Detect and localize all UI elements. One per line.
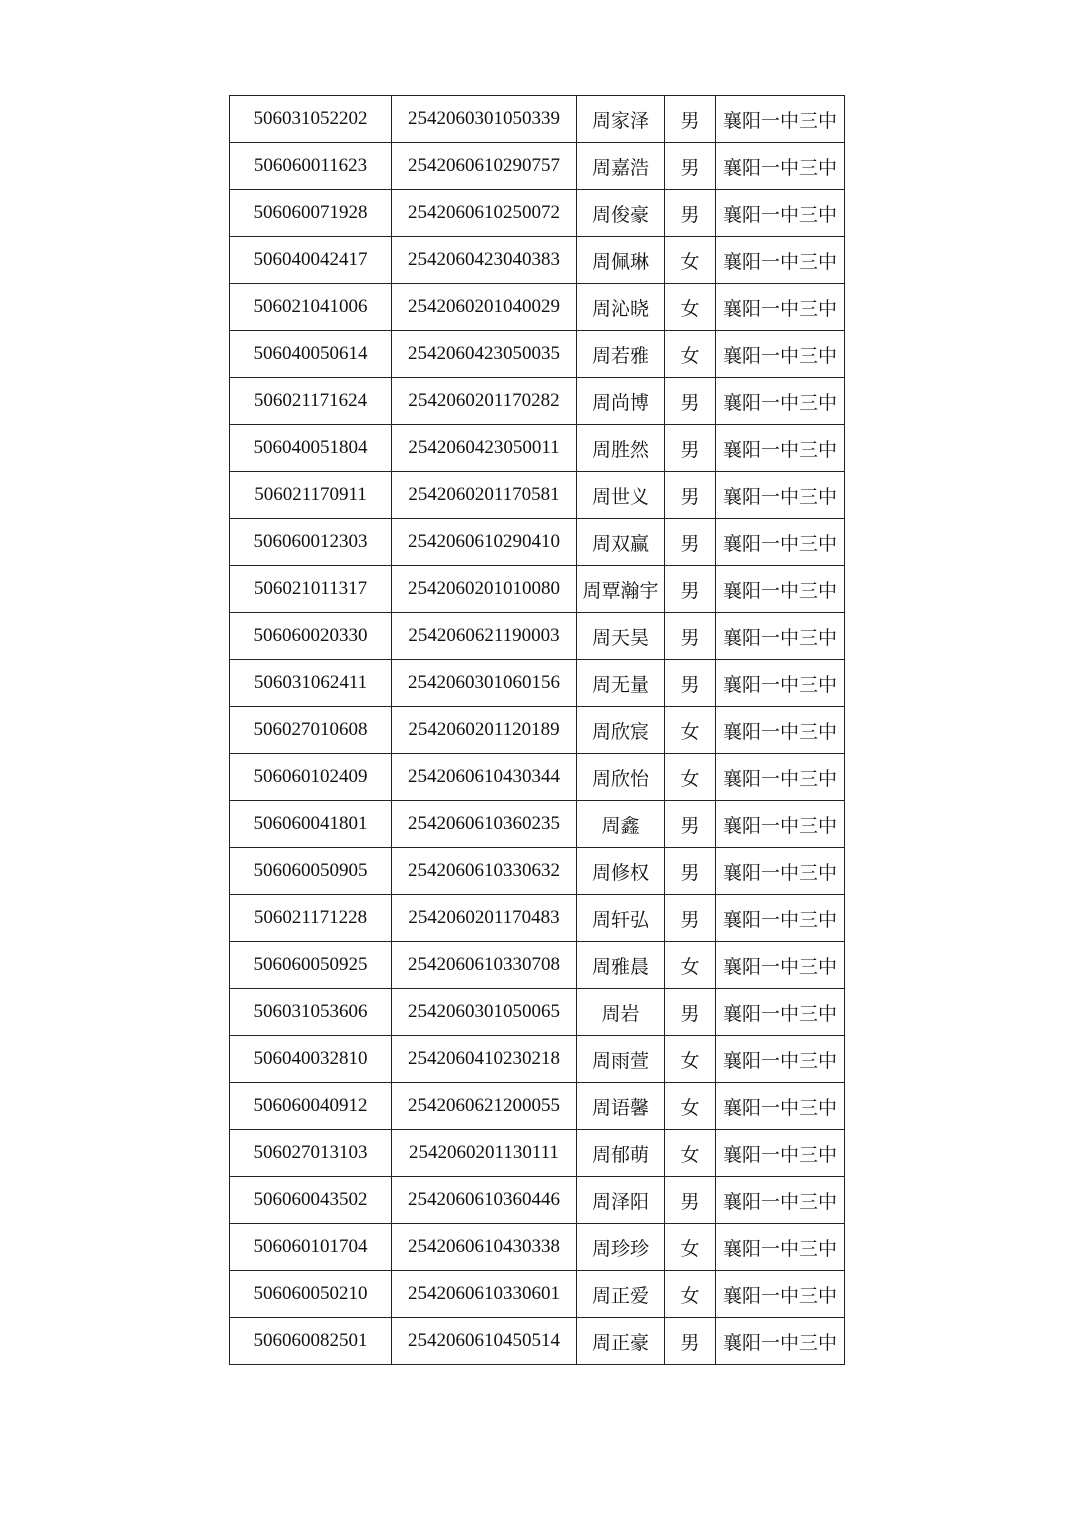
table-row	[230, 143, 845, 190]
registration-number-cell: 2542060423040383	[392, 237, 577, 284]
gender-cell: 男	[665, 1177, 716, 1224]
student-name-cell: 周泽阳	[577, 1177, 665, 1224]
registration-number-cell: 2542060201040029	[392, 284, 577, 331]
gender-cell: 女	[665, 942, 716, 989]
exam-number-cell: 506021171624	[230, 378, 392, 425]
registration-number-cell: 2542060621200055	[392, 1083, 577, 1130]
table-row	[230, 190, 845, 237]
table-row	[230, 1271, 845, 1318]
school-cell: 襄阳一中三中	[716, 425, 845, 472]
gender-cell: 男	[665, 519, 716, 566]
table-row	[230, 1130, 845, 1177]
student-name-cell: 周欣怡	[577, 754, 665, 801]
registration-number-cell: 2542060610360446	[392, 1177, 577, 1224]
school-cell: 襄阳一中三中	[716, 989, 845, 1036]
registration-number-cell: 2542060610330708	[392, 942, 577, 989]
exam-number-cell: 506060050925	[230, 942, 392, 989]
gender-cell: 男	[665, 190, 716, 237]
table-row	[230, 1036, 845, 1083]
registration-number-cell: 2542060201170483	[392, 895, 577, 942]
table-row	[230, 96, 845, 143]
school-cell: 襄阳一中三中	[716, 1130, 845, 1177]
school-cell: 襄阳一中三中	[716, 707, 845, 754]
gender-cell: 男	[665, 566, 716, 613]
table-row	[230, 1083, 845, 1130]
registration-number-cell: 2542060201010080	[392, 566, 577, 613]
registration-number-cell: 2542060301060156	[392, 660, 577, 707]
school-cell: 襄阳一中三中	[716, 378, 845, 425]
table-row	[230, 613, 845, 660]
gender-cell: 女	[665, 284, 716, 331]
table-row	[230, 754, 845, 801]
student-name-cell: 周欣宸	[577, 707, 665, 754]
exam-number-cell: 506060050905	[230, 848, 392, 895]
school-cell: 襄阳一中三中	[716, 190, 845, 237]
table-row	[230, 1177, 845, 1224]
exam-number-cell: 506031052202	[230, 96, 392, 143]
registration-number-cell: 2542060610330601	[392, 1271, 577, 1318]
school-cell: 襄阳一中三中	[716, 660, 845, 707]
exam-number-cell: 506060050210	[230, 1271, 392, 1318]
student-name-cell: 周珍珍	[577, 1224, 665, 1271]
exam-number-cell: 506060012303	[230, 519, 392, 566]
exam-number-cell: 506060043502	[230, 1177, 392, 1224]
registration-number-cell: 2542060201120189	[392, 707, 577, 754]
school-cell: 襄阳一中三中	[716, 1224, 845, 1271]
table-row	[230, 707, 845, 754]
student-name-cell: 周修权	[577, 848, 665, 895]
student-name-cell: 周鑫	[577, 801, 665, 848]
student-name-cell: 周正豪	[577, 1318, 665, 1365]
exam-number-cell: 506040032810	[230, 1036, 392, 1083]
table-body	[230, 96, 845, 1365]
exam-number-cell: 506060020330	[230, 613, 392, 660]
registration-number-cell: 2542060423050011	[392, 425, 577, 472]
school-cell: 襄阳一中三中	[716, 566, 845, 613]
table-row	[230, 1318, 845, 1365]
student-table	[229, 95, 845, 1365]
school-cell: 襄阳一中三中	[716, 237, 845, 284]
student-name-cell: 周天昊	[577, 613, 665, 660]
gender-cell: 男	[665, 378, 716, 425]
table-row	[230, 895, 845, 942]
gender-cell: 男	[665, 96, 716, 143]
school-cell: 襄阳一中三中	[716, 801, 845, 848]
student-name-cell: 周世义	[577, 472, 665, 519]
school-cell: 襄阳一中三中	[716, 519, 845, 566]
table-row	[230, 1224, 845, 1271]
registration-number-cell: 2542060201130111	[392, 1130, 577, 1177]
table-row	[230, 237, 845, 284]
student-name-cell: 周覃瀚宇	[577, 566, 665, 613]
exam-number-cell: 506060011623	[230, 143, 392, 190]
school-cell: 襄阳一中三中	[716, 1271, 845, 1318]
gender-cell: 男	[665, 895, 716, 942]
exam-number-cell: 506040051804	[230, 425, 392, 472]
gender-cell: 男	[665, 989, 716, 1036]
registration-number-cell: 2542060610360235	[392, 801, 577, 848]
student-name-cell: 周语馨	[577, 1083, 665, 1130]
gender-cell: 女	[665, 237, 716, 284]
registration-number-cell: 2542060610430338	[392, 1224, 577, 1271]
gender-cell: 女	[665, 754, 716, 801]
gender-cell: 男	[665, 801, 716, 848]
exam-number-cell: 506060040912	[230, 1083, 392, 1130]
exam-number-cell: 506060041801	[230, 801, 392, 848]
student-name-cell: 周郁萌	[577, 1130, 665, 1177]
exam-number-cell: 506021011317	[230, 566, 392, 613]
registration-number-cell: 2542060610330632	[392, 848, 577, 895]
student-name-cell: 周俊豪	[577, 190, 665, 237]
exam-number-cell: 506021170911	[230, 472, 392, 519]
gender-cell: 男	[665, 660, 716, 707]
registration-number-cell: 2542060423050035	[392, 331, 577, 378]
student-name-cell: 周嘉浩	[577, 143, 665, 190]
school-cell: 襄阳一中三中	[716, 472, 845, 519]
school-cell: 襄阳一中三中	[716, 613, 845, 660]
registration-number-cell: 2542060610290410	[392, 519, 577, 566]
table-row	[230, 942, 845, 989]
exam-number-cell: 506021171228	[230, 895, 392, 942]
school-cell: 襄阳一中三中	[716, 848, 845, 895]
gender-cell: 女	[665, 1271, 716, 1318]
student-name-cell: 周岩	[577, 989, 665, 1036]
student-name-cell: 周若雅	[577, 331, 665, 378]
table-row	[230, 472, 845, 519]
table-row	[230, 378, 845, 425]
exam-number-cell: 506040050614	[230, 331, 392, 378]
table-row	[230, 566, 845, 613]
registration-number-cell: 2542060301050065	[392, 989, 577, 1036]
school-cell: 襄阳一中三中	[716, 895, 845, 942]
exam-number-cell: 506031062411	[230, 660, 392, 707]
registration-number-cell: 2542060301050339	[392, 96, 577, 143]
gender-cell: 男	[665, 472, 716, 519]
school-cell: 襄阳一中三中	[716, 1036, 845, 1083]
school-cell: 襄阳一中三中	[716, 284, 845, 331]
exam-number-cell: 506060082501	[230, 1318, 392, 1365]
gender-cell: 女	[665, 331, 716, 378]
registration-number-cell: 2542060610450514	[392, 1318, 577, 1365]
student-name-cell: 周佩琳	[577, 237, 665, 284]
registration-number-cell: 2542060201170282	[392, 378, 577, 425]
exam-number-cell: 506060102409	[230, 754, 392, 801]
table-row	[230, 660, 845, 707]
exam-number-cell: 506021041006	[230, 284, 392, 331]
gender-cell: 女	[665, 1130, 716, 1177]
exam-number-cell: 506040042417	[230, 237, 392, 284]
student-name-cell: 周胜然	[577, 425, 665, 472]
table-row	[230, 801, 845, 848]
gender-cell: 女	[665, 1083, 716, 1130]
school-cell: 襄阳一中三中	[716, 96, 845, 143]
exam-number-cell: 506027010608	[230, 707, 392, 754]
gender-cell: 女	[665, 707, 716, 754]
gender-cell: 男	[665, 848, 716, 895]
gender-cell: 男	[665, 143, 716, 190]
student-name-cell: 周雨萱	[577, 1036, 665, 1083]
gender-cell: 男	[665, 1318, 716, 1365]
student-name-cell: 周尚博	[577, 378, 665, 425]
student-name-cell: 周家泽	[577, 96, 665, 143]
table-row	[230, 331, 845, 378]
registration-number-cell: 2542060610250072	[392, 190, 577, 237]
table-row	[230, 519, 845, 566]
gender-cell: 女	[665, 1224, 716, 1271]
registration-number-cell: 2542060410230218	[392, 1036, 577, 1083]
student-name-cell: 周双赢	[577, 519, 665, 566]
school-cell: 襄阳一中三中	[716, 942, 845, 989]
gender-cell: 男	[665, 613, 716, 660]
exam-number-cell: 506031053606	[230, 989, 392, 1036]
school-cell: 襄阳一中三中	[716, 1318, 845, 1365]
registration-number-cell: 2542060610290757	[392, 143, 577, 190]
student-name-cell: 周轩弘	[577, 895, 665, 942]
table-row	[230, 848, 845, 895]
student-name-cell: 周雅晨	[577, 942, 665, 989]
student-name-cell: 周正爱	[577, 1271, 665, 1318]
school-cell: 襄阳一中三中	[716, 1177, 845, 1224]
gender-cell: 女	[665, 1036, 716, 1083]
exam-number-cell: 506027013103	[230, 1130, 392, 1177]
table-row	[230, 284, 845, 331]
registration-number-cell: 2542060201170581	[392, 472, 577, 519]
gender-cell: 男	[665, 425, 716, 472]
school-cell: 襄阳一中三中	[716, 331, 845, 378]
school-cell: 襄阳一中三中	[716, 143, 845, 190]
school-cell: 襄阳一中三中	[716, 1083, 845, 1130]
table-row	[230, 425, 845, 472]
table-row	[230, 989, 845, 1036]
registration-number-cell: 2542060610430344	[392, 754, 577, 801]
school-cell: 襄阳一中三中	[716, 754, 845, 801]
registration-number-cell: 2542060621190003	[392, 613, 577, 660]
student-name-cell: 周无量	[577, 660, 665, 707]
exam-number-cell: 506060071928	[230, 190, 392, 237]
student-name-cell: 周沁晓	[577, 284, 665, 331]
exam-number-cell: 506060101704	[230, 1224, 392, 1271]
